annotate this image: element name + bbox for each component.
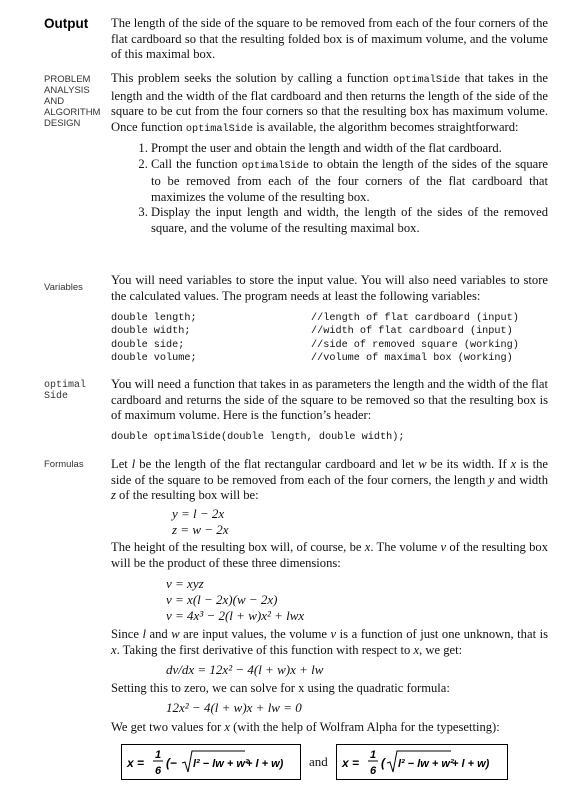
equation-derivative: dv/dx = 12x² − 4(l + w)x + lw (166, 662, 324, 677)
formulas-p1: Let l be the length of the flat rectangular cardboard and let w be its width. If x is the side of the square to be removed from each of the four corners, the length y and width z of the resulting box will be: (111, 457, 548, 502)
output-paragraph: The length of the side of the square to be removed from each of the four corners of the flat cardboard so that the resulting folded box is of maximum volume, and the volume of this maximal box. (111, 16, 548, 61)
problem-intro: This problem seeks the solution by calling a function optimalSide that takes in the length and the width of the flat cardboard and then returns the length of the side of the square to be cut from the four corners so that the resulting box has maximum volume. Once function optimalSide is available, the algorithm becomes straightforward: (111, 71, 548, 135)
problem-label-line: AND (44, 96, 65, 107)
variable-row: double width; //width of flat cardboard (input) (111, 326, 513, 338)
formulas-p2: The height of the resulting box will, of course, be x. The volume v of the resulting box will be the product of these three dimensions: (111, 540, 548, 570)
problem-label (44, 74, 100, 129)
optimal-text (111, 377, 548, 445)
variable-row: double side; //side of removed square (working) (111, 339, 519, 351)
problem-text (111, 71, 548, 236)
optimal-paragraph: You will need a function that takes in as parameters the length and the width of the flat cardboard and returns the side of the square to be removed so that the resulting box is of maximum volume. Here is the function’s header: (111, 377, 548, 422)
solution-formula-minus (121, 744, 301, 780)
svg-text:x =: x = (127, 756, 145, 770)
svg-text:6: 6 (155, 765, 162, 777)
and-word: and (309, 754, 328, 769)
svg-text:1: 1 (370, 749, 377, 761)
formulas-p4: Setting this to zero, we can solve for x using the quadratic formula: (111, 681, 450, 695)
svg-text:+ l + w): + l + w) (246, 758, 284, 770)
problem-label-line: PROBLEM (44, 74, 91, 85)
solution-formula-plus (336, 744, 508, 780)
step-3: 3. Display the input length and width, the length of the sides of the removed square, and the volume of the resulting maximal box. (151, 205, 548, 236)
svg-text:l² − lw + w²: l² − lw + w² (398, 758, 454, 770)
variable-row: double volume; //volume of maximal box (working) (111, 353, 513, 365)
output-label: Output (44, 16, 89, 31)
svg-text:x =: x = (342, 756, 360, 770)
output-text (111, 16, 548, 63)
formulas-p3: Since l and w are input values, the volume v is a function of just one unknown, that is x. Taking the first derivative of this function with respect to x, we get: (111, 627, 548, 657)
variables-code-block (111, 312, 548, 366)
svg-text:(−: (− (166, 756, 178, 770)
variables-label: Variables (44, 282, 83, 293)
problem-label-line: ALGORITHM (44, 107, 101, 118)
svg-text:1: 1 (155, 749, 162, 761)
equation-z: z = w − 2x (172, 522, 229, 537)
optimal-side-label: optimal Side (44, 380, 87, 402)
svg-text:+ l + w): + l + w) (452, 758, 490, 770)
equation-quadratic: 12x² − 4(l + w)x + lw = 0 (166, 700, 302, 715)
algorithm-steps (111, 141, 548, 236)
problem-label-line: ANALYSIS (44, 85, 90, 96)
variables-text (111, 273, 548, 304)
variables-paragraph: You will need variables to store the input value. You will also need variables to store the calculated values. The program needs at least the following variables: (111, 273, 548, 303)
problem-label-line: DESIGN (44, 118, 81, 129)
step-1: 1. Prompt the user and obtain the length and width of the flat cardboard. (151, 141, 548, 157)
formulas-p5: We get two values for x (with the help of Wolfram Alpha for the typesetting): (111, 720, 500, 734)
svg-text:(: ( (381, 756, 385, 770)
equation-v3: v = 4x³ − 2(l + w)x² + lwx (166, 608, 305, 623)
svg-text:l² − lw + w²: l² − lw + w² (193, 758, 249, 770)
function-header: double optimalSide(double length, double width); (111, 431, 405, 443)
equation-v2: v = x(l − 2x)(w − 2x) (166, 592, 278, 607)
function-name: optimalSide (393, 75, 461, 86)
svg-text:6: 6 (370, 765, 377, 777)
equation-v1: v = xyz (166, 576, 204, 591)
variable-row: double length; //length of flat cardboard (input) (111, 313, 519, 324)
formulas-label: Formulas (44, 459, 84, 470)
equation-y: y = l − 2x (172, 506, 225, 521)
step-2: 2. Call the function optimalSide to obtain the length of the sides of the square to be removed from each of the four corners of the flat cardboard that maximizes the volume of the resulting box. (151, 157, 548, 206)
function-name: optimalSide (185, 123, 254, 135)
